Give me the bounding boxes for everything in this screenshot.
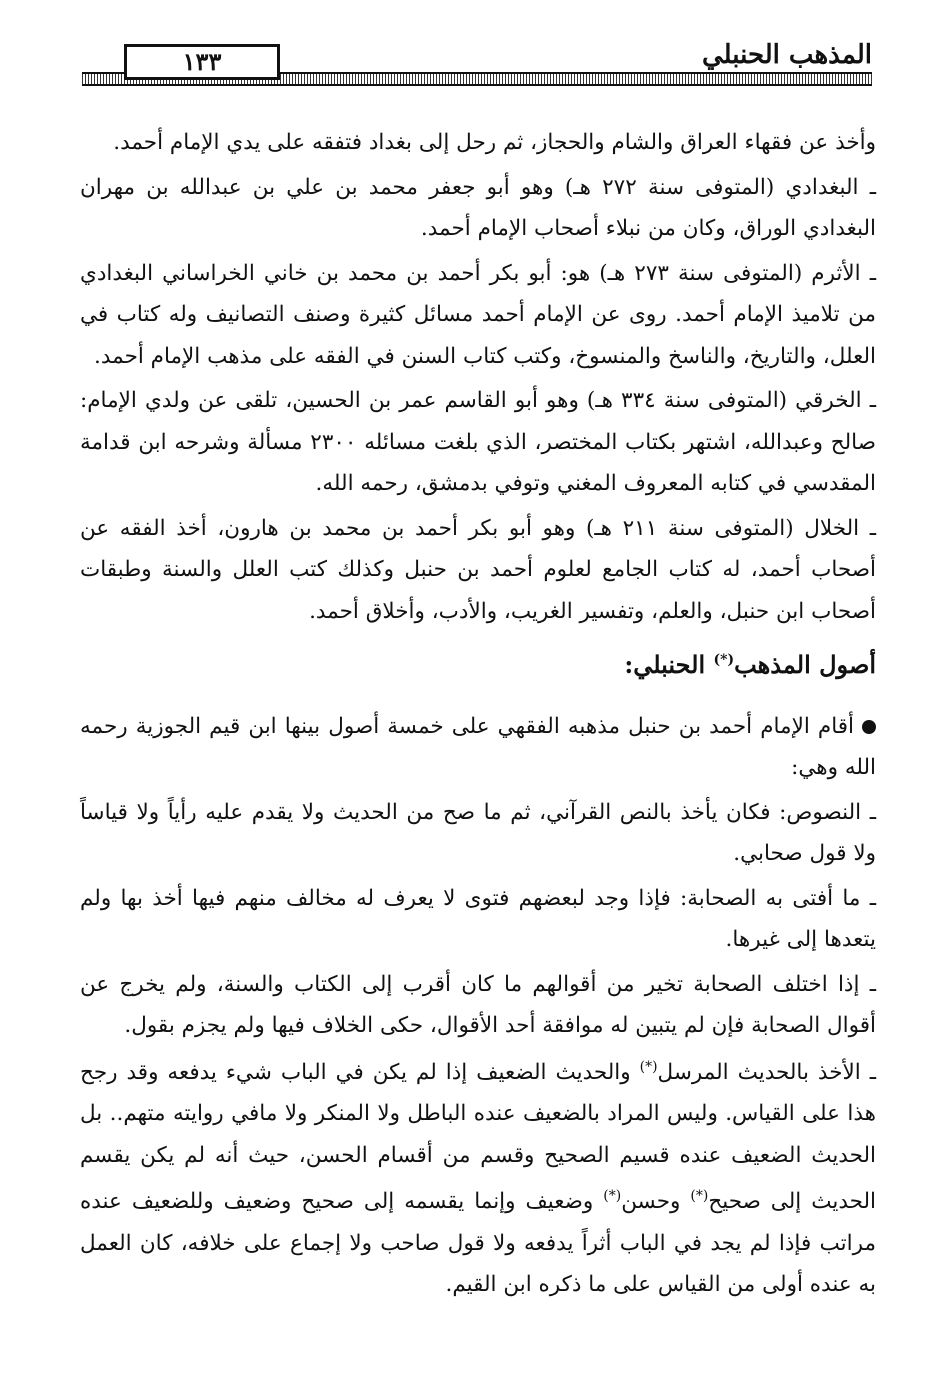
paragraph: ـ الخرقي (المتوفى سنة ٣٣٤ هـ) وهو أبو القاسم عمر بن الحسين، تلقى عن ولدي الإمام: صالح وعبدالله، اشتهر بكتاب المختصر، الذي بلغت مسائله ٢٣٠٠ مسألة وشرحه ابن قدامة المقدسي في كتابه المعروف المغني وتوفي بدمشق، رحمه الله. <box>80 388 876 496</box>
paragraph: ـ الخلال (المتوفى سنة ٢١١ هـ) وهو أبو بكر أحمد بن محمد بن هارون، أخذ الفقه عن أصحاب أحمد، له كتاب الجامع لعلوم أحمد بن حنبل وكذلك كتب العلل والسنة وطبقات أصحاب ابن حنبل، والعلم، وتفسير الغريب، والأدب، وأخلاق أحمد. <box>80 515 876 624</box>
list-item: ـ النصوص: فكان يأخذ بالنص القرآني، ثم ما صح من الحديث ولا يقدم عليه رأياً ولا قياساً ولا قول صحابي. <box>80 799 876 866</box>
list-item <box>80 1047 876 1306</box>
section-intro-text: أقام الإمام أحمد بن حنبل مذهبه الفقهي على خمسة أصول بينها ابن قيم الجوزية رحمه الله وهي: <box>80 713 876 780</box>
section-heading-text: أصول المذهب <box>734 650 876 679</box>
list-item-text: والحديث الضعيف إذا لم يكن في الباب شيء يدفعه وقد رجح هذا على القياس. وليس المراد بالضعيف عنده الباطل ولا المنكر ولا مافي روايته متهم.. بل الحديث الضعيف عنده قسيم الصحيح وقسم من أقسام الحسن، حيث أنه لم يكن يقسم الحديث إلى صحيح <box>80 1059 877 1215</box>
page-body <box>80 122 876 1306</box>
paragraph: ـ البغدادي (المتوفى سنة ٢٧٢ هـ) وهو أبو جعفر محمد بن علي بن عبدالله بن مهران البغدادي الوراق، وكان من نبلاء أصحاب الإمام أحمد. <box>80 174 876 241</box>
page-header <box>82 40 872 96</box>
footnote-mark: (*) <box>713 652 735 668</box>
paragraph: ـ الأثرم (المتوفى سنة ٢٧٣ هـ) هو: أبو بكر أحمد بن محمد بن خاني الخراساني البغدادي من تلاميذ الإمام أحمد. روى عن الإمام أحمد مسائل كثيرة وصنف التصانيف وله كتاب في العلل، والتاريخ، والناسخ والمنسوخ، وكتب كتاب السنن في الفقه على مذهب الإمام أحمد. <box>80 260 876 369</box>
section-heading <box>80 640 876 686</box>
section-heading-text: الحنبلي: <box>624 650 714 679</box>
footnote-mark: (*) <box>603 1188 622 1205</box>
paragraph: وأخذ عن فقهاء العراق والشام والحجاز، ثم رحل إلى بغداد فتفقه على يدي الإمام أحمد. <box>113 130 876 155</box>
section-intro <box>80 706 876 789</box>
list-item-text: وحسن <box>621 1189 691 1215</box>
bullet-icon <box>862 720 876 734</box>
list-item: ـ ما أفتى به الصحابة: فإذا وجد لبعضهم فتوى لا يعرف له مخالف منهم فيها أخذ بها ولم يتعدها إلى غيرها. <box>80 885 876 952</box>
list-item-text: وضعيف وإنما يقسمه إلى صحيح وضعيف وللضعيف عنده مراتب فإذا لم يجد في الباب أثراً يدفعه ولا قول صاحب ولا إجماع على خلافه، كان العمل به عنده أولى من القياس على ما ذكره ابن القيم. <box>80 1189 876 1298</box>
list-item: ـ إذا اختلف الصحابة تخير من أقوالهم ما كان أقرب إلى الكتاب والسنة، ولم يخرج عن أقوال الصحابة فإن لم يتبين له موافقة أحد الأقوال، حكى الخلاف فيها ولم يجزم بقول. <box>80 971 876 1038</box>
running-title: المذهب الحنبلي <box>701 40 872 70</box>
page-number: ١٣٣ <box>124 44 280 80</box>
list-item-text: ـ الأخذ بالحديث المرسل <box>657 1059 876 1085</box>
footnote-mark: (*) <box>690 1188 709 1205</box>
footnote-mark: (*) <box>639 1058 658 1075</box>
